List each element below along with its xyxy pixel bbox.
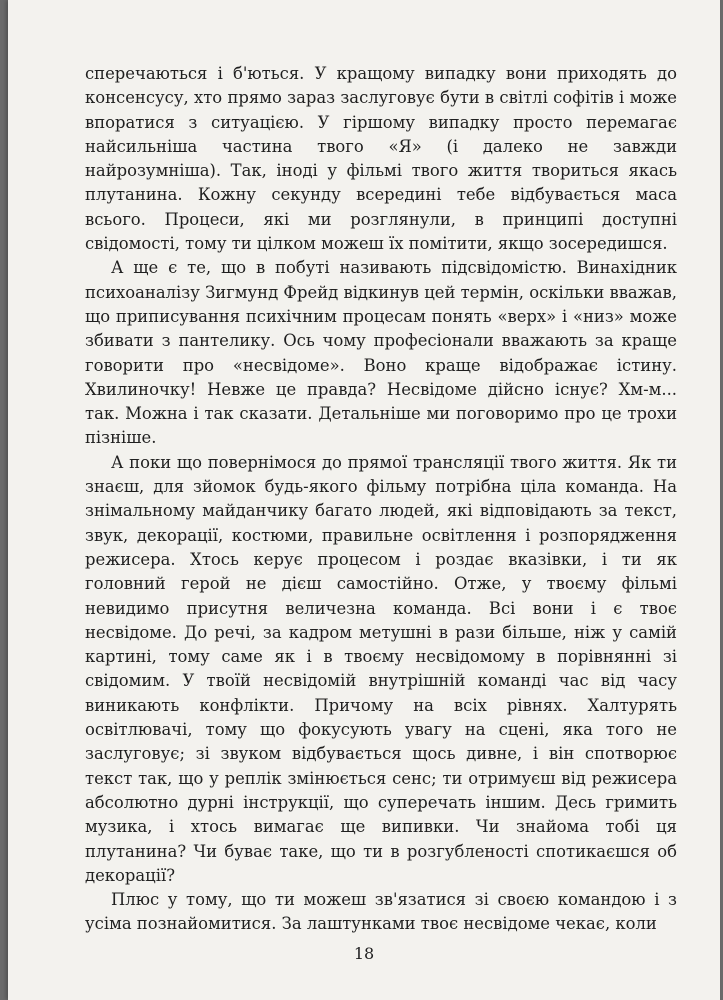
paragraph-4: Плюс у тому, що ти можеш зв'язатися зі своєю командою і з усіма познайомитися. За лаштунками твоє несвідоме чекає, коли (85, 890, 677, 934)
paragraph-3: А поки що повернімося до прямої трансляції твого життя. Як ти знаєш, для зйомок будь-якого фільму потрібна ціла команда. На знімальному майданчику багато людей, які відповідають за текст, звук, декорації, костюми, правильне освітлення і розпорядження режисера. Хтось керує процесом і роздає вказівки, і ти як головний герой не дієш самостійно. Отже, у твоєму фільмі невидимо присутня величезна команда. Всі вони і є твоє несвідоме. До речі, за кадром метушні в рази більше, ніж у самій картині, тому саме як і в твоєму несвідомому в порівнянні зі свідомим. У твоїй несвідомій внутрішній команді час від часу виникають конфлікти. Причому на всіх рівнях. Халтурять освітлювачі, тому що фокусують увагу на сцені, яка того не заслуговує; зі звуком відбувається щось дивне, і він спотворює текст так, що у реплік змінюється сенс; ти отримуєш від режисера абсолютно дурні інструкції, що суперечать іншим. Десь гримить музика, і хтось вимагає ще випивки. Чи знайома тобі ця плутанина? Чи буває таке, що ти в розгубленості спотикаєшся об декорації? (85, 452, 677, 885)
paragraph-2: А ще є те, що в побуті називають підсвідомістю. Винахідник психоаналізу Зигмунд Фрейд відкинув цей термін, оскільки вважав, що приписування психічним процесам понять «верх» і «низ» може збивати з пантелику. Ось чому професіонали вважають за краще говорити про «несвідоме». Воно краще відображає істину. Хвилиночку! Невже це правда? Несвідоме дійсно існує? Хм-м... так. Можна і так сказати. Детальніше ми поговоримо про це трохи пізніше. (85, 258, 677, 448)
paragraph-1: сперечаються і б'ються. У кращому випадку вони приходять до консенсусу, хто прямо зараз заслуговує бути в світлі софітів і може впоратися з ситуацією. У гіршому випадку просто перемагає найсильніша частина твого «Я» (і далеко не завжди найрозумніша). Так, іноді у фільмі твого життя твориться якась плутанина. Кожну секунду всередині тебе відбувається маса всього. Процеси, які ми розглянули, в принципі доступні свідомості, тому ти цілком можеш їх помітити, якщо зосередишся. (85, 64, 677, 254)
page-number: 18 (353, 944, 375, 963)
book-page (8, 0, 720, 1000)
body-text (85, 62, 677, 937)
